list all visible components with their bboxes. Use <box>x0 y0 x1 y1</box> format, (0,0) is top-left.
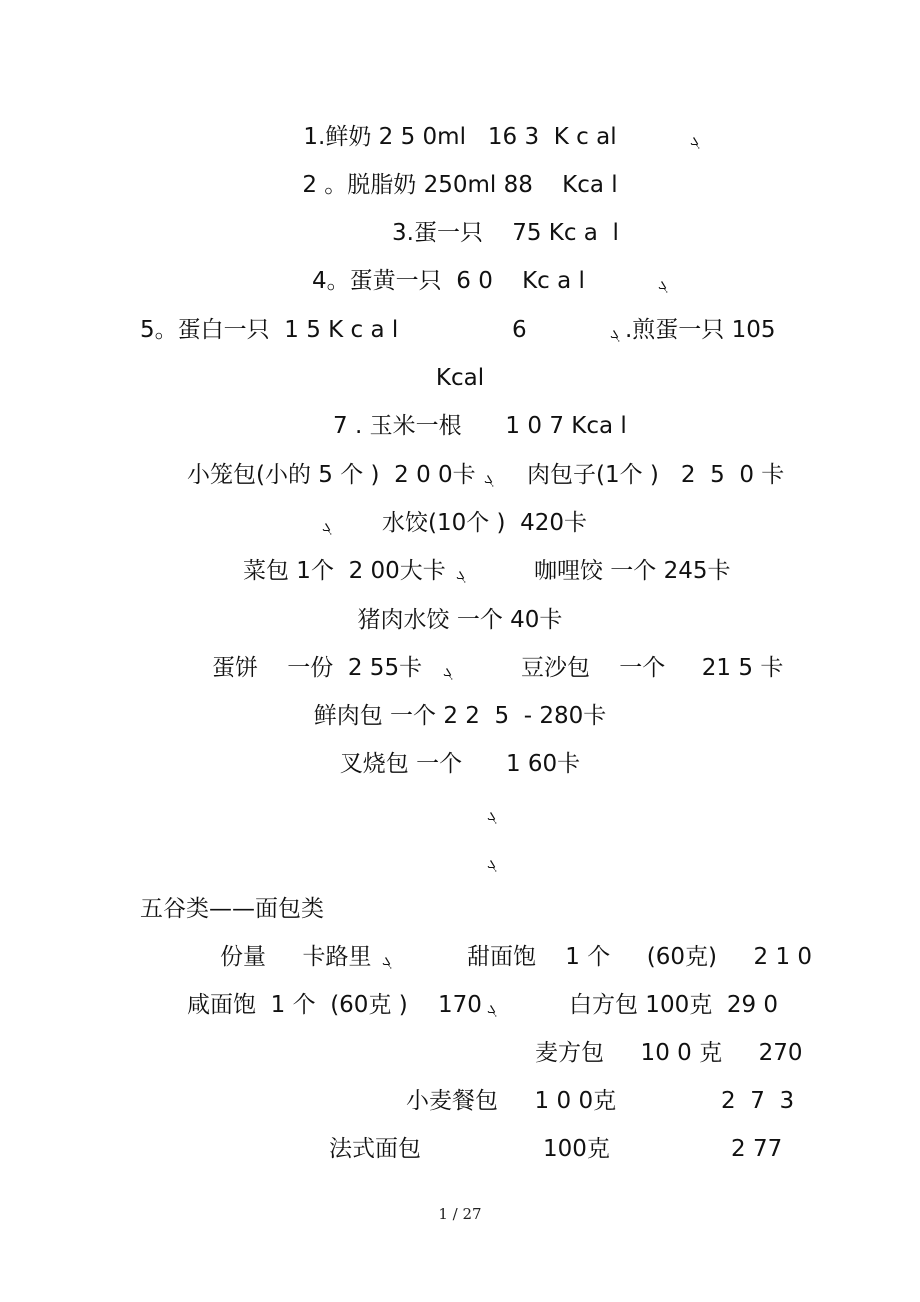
mark-icon: ܓ <box>382 951 392 969</box>
line-meat-bun: 肉包子(1个 ) 2 5 0 卡 <box>527 462 785 488</box>
line-savory-bread-value: 170 <box>438 992 482 1018</box>
line-egg-yolk: 4。蛋黄一只 6 0 Kc a l <box>312 268 585 294</box>
line-pork-dumpling: 猪肉水饺 一个 40卡 <box>357 607 563 633</box>
line-number-6: 6 <box>512 317 527 343</box>
section-heading-bread: 五谷类——面包类 <box>140 896 324 922</box>
line-egg-white: 5。蛋白一只 1 5 K c a l <box>140 317 399 343</box>
mark-icon: ܓ <box>484 469 494 487</box>
line-white-bread: 白方包 100克 29 0 <box>569 992 779 1018</box>
line-xiaolongbao: 小笼包(小的 5 个 ) 2 0 0卡 <box>187 462 476 488</box>
mark-icon: ܓ <box>443 662 453 680</box>
mark-icon: ܓ <box>658 275 668 293</box>
line-french-bread: 法式面包 <box>329 1136 421 1162</box>
line-bbq-pork-bun: 叉烧包 一个 1 60卡 <box>339 751 581 777</box>
line-french-bread-value: 2 77 <box>731 1136 783 1162</box>
line-fresh-meat-bun: 鲜肉包 一个 2 2 5 - 280卡 <box>313 703 607 729</box>
line-fresh-milk: 1.鲜奶 2 5 0ml 16 3 K c al <box>303 124 617 150</box>
line-savory-bread: 咸面饱 1 个 (60克 ) <box>187 992 408 1018</box>
line-skim-milk: 2 。脱脂奶 250ml 88 Kca l <box>302 172 618 198</box>
line-curry-dumpling: 咖哩饺 一个 245卡 <box>534 558 731 584</box>
mark-icon: ܓ <box>322 517 332 535</box>
line-portion-header: 份量 卡路里 <box>220 944 372 970</box>
line-kcal: Kcal <box>435 365 485 391</box>
mark-icon: ܓ <box>610 324 620 342</box>
line-french-bread-weight: 100克 <box>543 1136 610 1162</box>
line-sweet-bread: 甜面饱 1 个 (60克) 2 1 0 <box>467 944 813 970</box>
line-corn: 7 . 玉米一根 1 0 7 Kca l <box>333 413 627 439</box>
line-dumplings: 水饺(10个 ) 420卡 <box>382 510 588 536</box>
mark-icon: ܓ <box>487 806 497 824</box>
mark-icon: ܓ <box>487 854 497 872</box>
mark-icon: ܓ <box>456 565 466 583</box>
line-wheat-roll-value: 2 7 3 <box>721 1088 795 1114</box>
line-red-bean-bun: 豆沙包 一个 21 5 卡 <box>521 655 784 681</box>
line-wheat-bread: 麦方包 10 0 克 270 <box>535 1040 803 1066</box>
mark-icon: ܓ <box>487 999 497 1017</box>
line-egg: 3.蛋一只 75 Kc a l <box>392 220 619 246</box>
line-veg-bun: 菜包 1个 2 00大卡 <box>243 558 446 584</box>
line-wheat-roll: 小麦餐包 1 0 0克 <box>406 1088 617 1114</box>
mark-icon: ܓ <box>690 131 700 149</box>
page-number: 1 / 27 <box>438 1205 482 1223</box>
line-fried-egg: .煎蛋一只 105 <box>625 317 776 343</box>
line-egg-pancake: 蛋饼 一份 2 55卡 <box>212 655 423 681</box>
